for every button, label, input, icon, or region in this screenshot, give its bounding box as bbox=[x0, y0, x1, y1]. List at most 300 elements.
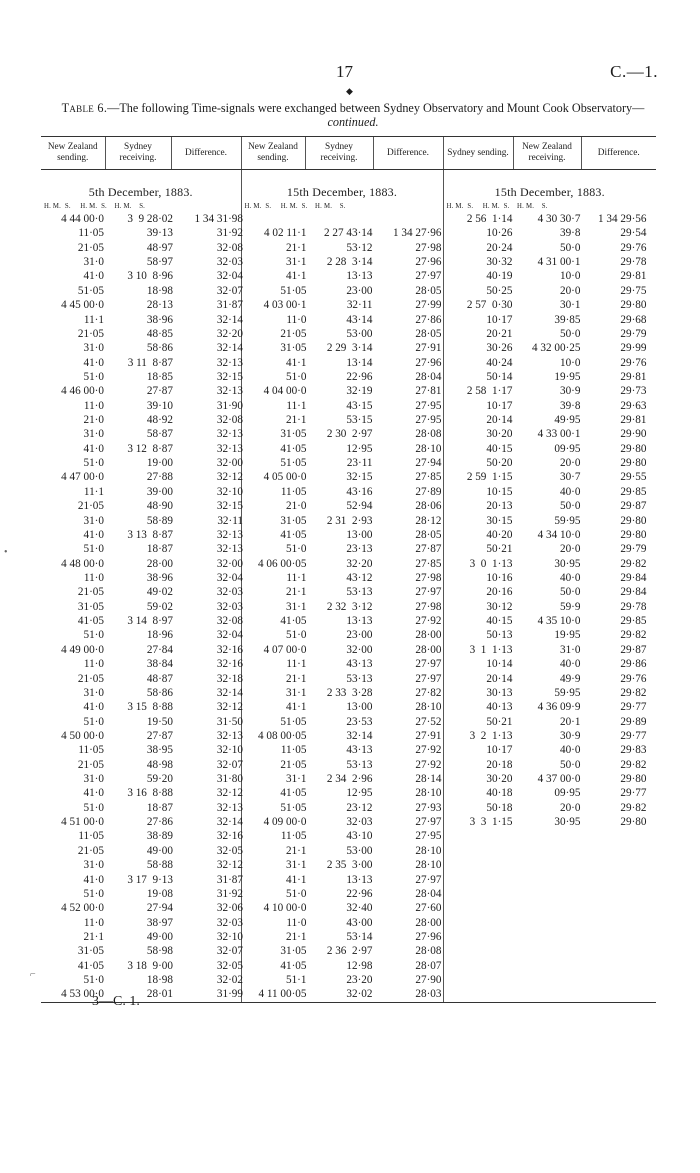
sending-time: 31·0 bbox=[83, 686, 104, 699]
table-row bbox=[444, 514, 657, 528]
receiving-time: 19·95 bbox=[554, 629, 581, 642]
receiving-time: 53·00 bbox=[346, 844, 373, 857]
table-row bbox=[242, 384, 443, 398]
table-row bbox=[242, 801, 443, 815]
receiving-time: 48·92 bbox=[146, 414, 173, 427]
table-row bbox=[41, 743, 241, 757]
difference-value: 28·08 bbox=[415, 945, 442, 958]
table-row bbox=[41, 284, 241, 298]
difference-value: 32·12 bbox=[216, 471, 243, 484]
table-row bbox=[242, 284, 443, 298]
table-row bbox=[41, 226, 241, 240]
receiving-time: 4 36 09·9 bbox=[537, 701, 581, 714]
receiving-time: 19·95 bbox=[554, 370, 581, 383]
sending-time: 4 10 00·0 bbox=[263, 902, 307, 915]
difference-value: 27·98 bbox=[415, 241, 442, 254]
table-row bbox=[242, 786, 443, 800]
difference-value: 1 34 29·56 bbox=[598, 213, 647, 225]
difference-value: 32·03 bbox=[216, 256, 243, 269]
footer-reference: 3—C. 1. bbox=[92, 994, 140, 1009]
sending-time: 41·05 bbox=[280, 528, 307, 541]
sending-time: 50·18 bbox=[486, 801, 513, 814]
table-row bbox=[242, 901, 443, 915]
receiving-time: 59·95 bbox=[554, 514, 581, 527]
receiving-time: 23·53 bbox=[346, 715, 373, 728]
receiving-time: 3 13 8·87 bbox=[127, 528, 173, 541]
difference-value: 32·07 bbox=[216, 758, 243, 771]
table-row bbox=[41, 657, 241, 671]
sending-time: 21·05 bbox=[77, 586, 104, 599]
receiving-time: 53·00 bbox=[346, 327, 373, 340]
table-header-row bbox=[41, 137, 656, 170]
receiving-time: 32·00 bbox=[346, 643, 373, 656]
sending-time: 30·20 bbox=[486, 428, 513, 441]
sending-time: 21·05 bbox=[280, 327, 307, 340]
difference-value: 32·18 bbox=[216, 672, 243, 685]
receiving-time: 23·13 bbox=[346, 543, 373, 556]
sending-time: 4 49 00·0 bbox=[61, 643, 104, 656]
table-row bbox=[41, 700, 241, 714]
sending-time: 21·1 bbox=[285, 930, 307, 943]
receiving-time: 53·13 bbox=[346, 672, 373, 685]
table-row bbox=[444, 269, 657, 283]
difference-value: 29·87 bbox=[620, 500, 647, 513]
receiving-time: 27·94 bbox=[146, 902, 173, 915]
difference-value: 32·10 bbox=[216, 930, 243, 943]
table-row bbox=[242, 442, 443, 456]
difference-value: 32·13 bbox=[216, 543, 243, 556]
sending-time: 4 46 00·0 bbox=[61, 385, 104, 398]
receiving-time: 39·10 bbox=[146, 399, 173, 412]
receiving-time: 43·15 bbox=[346, 399, 373, 412]
sending-time: 4 45 00·0 bbox=[61, 299, 104, 312]
sending-time: 31·0 bbox=[83, 256, 104, 269]
table-row bbox=[444, 743, 657, 757]
receiving-time: 3 18 9·00 bbox=[127, 959, 173, 972]
block-title: 15th December, 1883. bbox=[286, 185, 398, 199]
table-row bbox=[242, 499, 443, 513]
units-line: H. M. S. H. M. S. H. M. S. bbox=[244, 203, 346, 210]
difference-value: 28·04 bbox=[415, 370, 442, 383]
receiving-time: 13·13 bbox=[346, 270, 373, 283]
receiving-time: 28·01 bbox=[146, 988, 173, 1001]
table-row bbox=[242, 614, 443, 628]
receiving-time: 13·14 bbox=[346, 356, 373, 369]
table-row bbox=[41, 786, 241, 800]
receiving-time: 28·13 bbox=[146, 299, 173, 312]
difference-value: 29·80 bbox=[620, 773, 647, 786]
sending-time: 41·05 bbox=[77, 615, 104, 628]
receiving-time: 20·0 bbox=[559, 284, 581, 297]
receiving-time: 50·0 bbox=[559, 500, 581, 513]
table-row bbox=[444, 356, 657, 370]
difference-value: 29·80 bbox=[620, 816, 647, 829]
sending-time: 41·1 bbox=[285, 873, 307, 886]
table-row bbox=[242, 772, 443, 786]
difference-value: 31·80 bbox=[216, 773, 243, 786]
table-row bbox=[242, 255, 443, 269]
difference-value: 31·90 bbox=[216, 399, 243, 412]
receiving-time: 2 36 2·97 bbox=[326, 945, 373, 958]
col-header: Difference. bbox=[581, 137, 656, 170]
sending-time: 41·0 bbox=[83, 787, 104, 800]
difference-value: 28·04 bbox=[415, 887, 442, 900]
receiving-time: 59·20 bbox=[146, 773, 173, 786]
units-line: H. M. S. H. M. S. H. M. S. bbox=[446, 203, 548, 210]
receiving-time: 20·0 bbox=[559, 457, 581, 470]
receiving-time: 2 35 3·00 bbox=[326, 859, 373, 872]
table-row bbox=[41, 729, 241, 743]
receiving-time: 58·89 bbox=[146, 514, 173, 527]
difference-value: 32·10 bbox=[216, 485, 243, 498]
difference-value: 32·20 bbox=[216, 327, 243, 340]
difference-value: 27·91 bbox=[415, 729, 442, 742]
table-row bbox=[444, 284, 657, 298]
table-row bbox=[242, 844, 443, 858]
receiving-time: 2 34 2·96 bbox=[326, 773, 373, 786]
table-row bbox=[444, 715, 657, 729]
table-row bbox=[41, 815, 241, 829]
sending-time: 31·05 bbox=[77, 945, 104, 958]
receiving-time: 23·00 bbox=[346, 629, 373, 642]
receiving-time: 53·15 bbox=[346, 414, 373, 427]
sending-time: 21·05 bbox=[77, 500, 104, 513]
difference-value: 29·82 bbox=[620, 557, 647, 570]
table-row bbox=[444, 413, 657, 427]
difference-value: 28·14 bbox=[415, 773, 442, 786]
difference-value: 29·87 bbox=[620, 643, 647, 656]
table-row bbox=[41, 772, 241, 786]
table-row bbox=[444, 212, 657, 226]
table-row bbox=[242, 959, 443, 973]
sending-time: 30·13 bbox=[486, 686, 513, 699]
receiving-time: 18·96 bbox=[146, 629, 173, 642]
receiving-time: 2 32 3·12 bbox=[326, 600, 373, 613]
difference-value: 29·82 bbox=[620, 801, 647, 814]
table-row bbox=[41, 427, 241, 441]
difference-value: 29·85 bbox=[620, 485, 647, 498]
sending-time: 31·0 bbox=[83, 514, 104, 527]
receiving-time: 10·0 bbox=[559, 356, 581, 369]
difference-value: 28·10 bbox=[415, 844, 442, 857]
receiving-time: 2 30 2·97 bbox=[326, 428, 373, 441]
block-15-dec-sydney bbox=[443, 170, 656, 1003]
difference-value: 29·76 bbox=[620, 672, 647, 685]
receiving-time: 43·00 bbox=[346, 916, 373, 929]
sending-time: 4 03 00·1 bbox=[263, 299, 307, 312]
difference-value: 29·82 bbox=[620, 758, 647, 771]
table-row bbox=[444, 384, 657, 398]
time-signals-table bbox=[41, 136, 656, 1003]
sending-time: 40·19 bbox=[486, 270, 513, 283]
table-row bbox=[41, 269, 241, 283]
table-row bbox=[242, 327, 443, 341]
receiving-time: 10·0 bbox=[559, 270, 581, 283]
difference-value: 27·87 bbox=[415, 543, 442, 556]
table-row bbox=[242, 356, 443, 370]
difference-value: 32·08 bbox=[216, 414, 243, 427]
difference-value: 32·00 bbox=[216, 457, 243, 470]
units-line: H. M. S. H. M. S. H. M. S. bbox=[44, 203, 146, 210]
table-row bbox=[444, 456, 657, 470]
table-row bbox=[444, 298, 657, 312]
receiving-time: 39·8 bbox=[559, 399, 581, 412]
receiving-time: 13·00 bbox=[346, 701, 373, 714]
sending-time: 20·18 bbox=[486, 758, 513, 771]
table-row bbox=[444, 255, 657, 269]
difference-value: 32·13 bbox=[216, 528, 243, 541]
sending-time: 11·1 bbox=[83, 313, 104, 326]
difference-value: 28·06 bbox=[415, 500, 442, 513]
sending-time: 20·14 bbox=[486, 672, 513, 685]
sending-time: 2 58 1·17 bbox=[466, 385, 513, 398]
col-header: Sydney sending. bbox=[443, 137, 513, 170]
sending-time: 3 2 1·13 bbox=[469, 729, 513, 742]
sending-time: 4 02 11·1 bbox=[264, 227, 307, 240]
receiving-time: 09·95 bbox=[554, 787, 581, 800]
receiving-time: 27·87 bbox=[146, 385, 173, 398]
difference-value: 32·15 bbox=[216, 370, 243, 383]
difference-value: 27·92 bbox=[415, 615, 442, 628]
table-row bbox=[41, 801, 241, 815]
receiving-time: 32·40 bbox=[346, 902, 373, 915]
table-row bbox=[41, 614, 241, 628]
table-row bbox=[444, 370, 657, 384]
receiving-time: 18·87 bbox=[146, 801, 173, 814]
sending-time: 11·1 bbox=[286, 658, 307, 671]
difference-value: 29·77 bbox=[620, 701, 647, 714]
sending-time: 21·1 bbox=[285, 844, 307, 857]
difference-value: 32·03 bbox=[216, 916, 243, 929]
difference-value: 27·95 bbox=[415, 830, 442, 843]
receiving-time: 13·13 bbox=[346, 615, 373, 628]
difference-value: 29·55 bbox=[620, 471, 647, 484]
table-row bbox=[444, 226, 657, 240]
sending-time: 51·0 bbox=[83, 801, 104, 814]
table-row bbox=[41, 514, 241, 528]
receiving-time: 3 17 9·13 bbox=[127, 873, 173, 886]
sending-time: 21·0 bbox=[83, 414, 104, 427]
sending-time: 51·05 bbox=[280, 715, 307, 728]
sending-time: 4 08 00·05 bbox=[258, 729, 307, 742]
difference-value: 31·92 bbox=[216, 227, 243, 240]
receiving-time: 22·96 bbox=[346, 887, 373, 900]
difference-value: 27·97 bbox=[415, 672, 442, 685]
receiving-time: 32·11 bbox=[346, 299, 373, 312]
difference-value: 28·12 bbox=[415, 514, 442, 527]
difference-value: 29·86 bbox=[620, 658, 647, 671]
table-row bbox=[41, 298, 241, 312]
difference-value: 32·03 bbox=[216, 586, 243, 599]
receiving-time: 3 12 8·87 bbox=[127, 442, 173, 455]
difference-value: 27·98 bbox=[415, 571, 442, 584]
receiving-time: 38·84 bbox=[146, 658, 173, 671]
receiving-time: 19·00 bbox=[146, 457, 173, 470]
sending-time: 20·24 bbox=[486, 241, 513, 254]
sending-time: 31·05 bbox=[280, 428, 307, 441]
time-signals-grid bbox=[41, 136, 656, 1003]
receiving-time: 13·13 bbox=[346, 873, 373, 886]
sending-time: 21·1 bbox=[83, 930, 104, 943]
difference-value: 29·89 bbox=[620, 715, 647, 728]
sending-time: 31·1 bbox=[285, 859, 307, 872]
difference-value: 29·75 bbox=[620, 284, 647, 297]
table-row bbox=[41, 470, 241, 484]
difference-value: 29·80 bbox=[620, 442, 647, 455]
sending-time: 10·17 bbox=[486, 744, 513, 757]
sending-time: 10·17 bbox=[486, 399, 513, 412]
table-row bbox=[242, 643, 443, 657]
table-row bbox=[444, 614, 657, 628]
receiving-time: 40·0 bbox=[559, 658, 581, 671]
sending-time: 51·0 bbox=[83, 974, 104, 987]
sending-time: 31·05 bbox=[280, 945, 307, 958]
difference-value: 28·05 bbox=[415, 327, 442, 340]
difference-value: 27·90 bbox=[415, 974, 442, 987]
difference-value: 27·94 bbox=[415, 457, 442, 470]
sending-time: 50·21 bbox=[486, 543, 513, 556]
table-row bbox=[242, 370, 443, 384]
difference-value: 29·84 bbox=[620, 571, 647, 584]
difference-value: 32·13 bbox=[216, 729, 243, 742]
receiving-time: 43·10 bbox=[346, 830, 373, 843]
difference-value: 29·82 bbox=[620, 686, 647, 699]
difference-value: 32·14 bbox=[216, 686, 243, 699]
difference-value: 28·00 bbox=[415, 916, 442, 929]
difference-value: 29·82 bbox=[620, 629, 647, 642]
sending-time: 30·15 bbox=[486, 514, 513, 527]
difference-value: 29·78 bbox=[620, 600, 647, 613]
difference-value: 29·76 bbox=[620, 356, 647, 369]
difference-value: 27·60 bbox=[415, 902, 442, 915]
receiving-time: 18·98 bbox=[146, 284, 173, 297]
sending-time: 51·0 bbox=[285, 370, 307, 383]
difference-value: 1 34 27·96 bbox=[393, 227, 442, 240]
table-row bbox=[41, 887, 241, 901]
receiving-time: 30·9 bbox=[559, 729, 581, 742]
table-row bbox=[444, 542, 657, 556]
table-row bbox=[242, 269, 443, 283]
sending-time: 11·05 bbox=[78, 830, 104, 843]
table-row bbox=[444, 327, 657, 341]
receiving-time: 4 32 00·25 bbox=[532, 342, 581, 355]
difference-value: 32·13 bbox=[216, 356, 243, 369]
sending-time: 4 06 00·05 bbox=[258, 557, 307, 570]
difference-value: 27·98 bbox=[415, 600, 442, 613]
receiving-time: 39·85 bbox=[554, 313, 581, 326]
difference-value: 27·97 bbox=[415, 658, 442, 671]
difference-value: 29·83 bbox=[620, 744, 647, 757]
table-row bbox=[242, 829, 443, 843]
difference-value: 29·81 bbox=[620, 414, 647, 427]
receiving-time: 48·85 bbox=[146, 327, 173, 340]
difference-value: 29·99 bbox=[620, 342, 647, 355]
difference-value: 28·05 bbox=[415, 528, 442, 541]
table-row bbox=[444, 241, 657, 255]
table-row bbox=[41, 901, 241, 915]
receiving-time: 40·0 bbox=[559, 485, 581, 498]
sending-time: 51·0 bbox=[83, 887, 104, 900]
sending-time: 51·0 bbox=[285, 629, 307, 642]
receiving-time: 18·85 bbox=[146, 370, 173, 383]
table-row bbox=[41, 241, 241, 255]
table-row bbox=[41, 829, 241, 843]
sending-time: 41·05 bbox=[280, 442, 307, 455]
table-row bbox=[242, 858, 443, 872]
difference-value: 28·10 bbox=[415, 701, 442, 714]
receiving-time: 30·95 bbox=[554, 557, 581, 570]
receiving-time: 27·86 bbox=[146, 816, 173, 829]
table-row bbox=[242, 341, 443, 355]
block-rows bbox=[242, 212, 443, 1002]
table-row bbox=[41, 686, 241, 700]
difference-value: 32·16 bbox=[216, 643, 243, 656]
sending-time: 41·0 bbox=[83, 270, 104, 283]
receiving-time: 20·1 bbox=[559, 715, 581, 728]
sending-time: 4 05 00·0 bbox=[263, 471, 307, 484]
sending-time: 31·05 bbox=[280, 514, 307, 527]
receiving-time: 59·9 bbox=[559, 600, 581, 613]
document-reference: C.—1. bbox=[610, 62, 658, 81]
sending-time: 4 52 00·0 bbox=[61, 902, 104, 915]
receiving-time: 58·86 bbox=[146, 686, 173, 699]
table-row bbox=[444, 600, 657, 614]
table-row bbox=[444, 341, 657, 355]
col-header: New Zealand sending. bbox=[241, 137, 305, 170]
difference-value: 29·68 bbox=[620, 313, 647, 326]
table-row bbox=[444, 427, 657, 441]
sending-time: 41·05 bbox=[280, 787, 307, 800]
difference-value: 27·86 bbox=[415, 313, 442, 326]
caption-text: —The following Time-signals were exchanged between Sydney Observatory and Mount Cook Observatory— bbox=[107, 101, 645, 115]
table-row bbox=[41, 542, 241, 556]
receiving-time: 3 16 8·88 bbox=[127, 787, 173, 800]
receiving-time: 39·8 bbox=[559, 227, 581, 240]
col-header: New Zealand receiving. bbox=[513, 137, 581, 170]
table-row bbox=[242, 241, 443, 255]
difference-value: 29·79 bbox=[620, 327, 647, 340]
table-row bbox=[41, 499, 241, 513]
receiving-time: 23·20 bbox=[346, 974, 373, 987]
table-row bbox=[444, 686, 657, 700]
sending-time: 31·1 bbox=[285, 773, 307, 786]
sending-time: 2 56 1·14 bbox=[466, 213, 513, 225]
receiving-time: 2 27 43·14 bbox=[324, 227, 373, 240]
table-row bbox=[242, 700, 443, 714]
difference-value: 31·87 bbox=[216, 299, 243, 312]
sending-time: 51·05 bbox=[77, 284, 104, 297]
table-row bbox=[242, 944, 443, 958]
receiving-time: 50·0 bbox=[559, 327, 581, 340]
table-row bbox=[444, 801, 657, 815]
receiving-time: 12·98 bbox=[346, 959, 373, 972]
sending-time: 10·17 bbox=[486, 313, 513, 326]
table-row bbox=[41, 715, 241, 729]
sending-time: 50·20 bbox=[486, 457, 513, 470]
sending-time: 31·1 bbox=[285, 600, 307, 613]
table-row bbox=[242, 600, 443, 614]
table-row bbox=[242, 571, 443, 585]
table-row bbox=[41, 212, 241, 226]
receiving-time: 32·19 bbox=[346, 385, 373, 398]
receiving-time: 28·00 bbox=[146, 557, 173, 570]
receiving-time: 43·13 bbox=[346, 744, 373, 757]
sending-time: 51·0 bbox=[83, 715, 104, 728]
sending-time: 50·13 bbox=[486, 629, 513, 642]
receiving-time: 53·13 bbox=[346, 758, 373, 771]
table-row bbox=[242, 470, 443, 484]
receiving-time: 48·98 bbox=[146, 758, 173, 771]
